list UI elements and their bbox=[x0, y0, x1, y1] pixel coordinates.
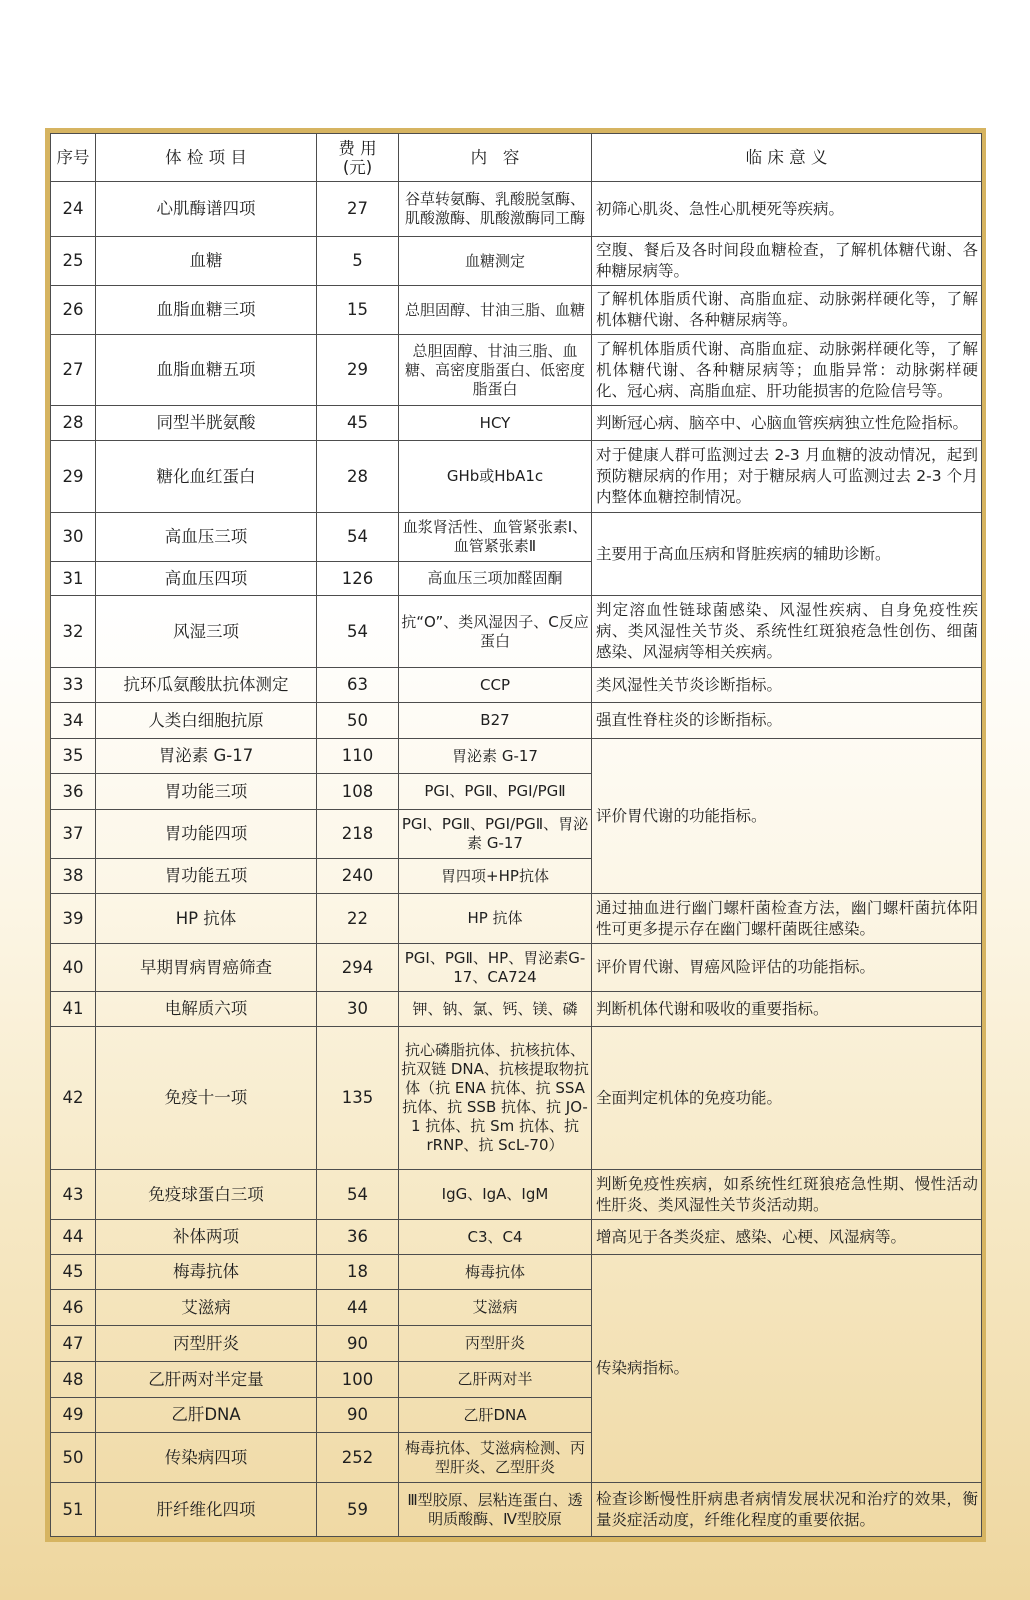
item-name: 电解质六项 bbox=[96, 992, 317, 1027]
table-row bbox=[51, 992, 982, 1027]
item-name: 肝纤维化四项 bbox=[96, 1483, 317, 1537]
item-content: 梅毒抗体 bbox=[399, 1255, 592, 1290]
row-number: 33 bbox=[51, 668, 96, 703]
clinical-significance: 初筛心肌炎、急性心肌梗死等疾病。 bbox=[592, 182, 982, 237]
table-row bbox=[51, 596, 982, 668]
item-fee: 30 bbox=[317, 992, 399, 1027]
item-content: 乙肝两对半 bbox=[399, 1362, 592, 1398]
item-name: 心肌酶谱四项 bbox=[96, 182, 317, 237]
item-name: 血脂血糖五项 bbox=[96, 335, 317, 406]
header-number: 序号 bbox=[51, 134, 96, 182]
item-content: HP 抗体 bbox=[399, 894, 592, 944]
price-table-frame bbox=[45, 128, 986, 1542]
item-content: 高血压三项加醛固酮 bbox=[399, 562, 592, 596]
item-name: 乙肝DNA bbox=[96, 1398, 317, 1433]
item-name: 胃功能五项 bbox=[96, 859, 317, 894]
item-content: 谷草转氨酶、乳酸脱氢酶、肌酸激酶、肌酸激酶同工酶 bbox=[399, 182, 592, 237]
item-fee: 135 bbox=[317, 1027, 399, 1170]
row-number: 24 bbox=[51, 182, 96, 237]
item-fee: 50 bbox=[317, 703, 399, 739]
row-number: 26 bbox=[51, 286, 96, 335]
item-content: 抗心磷脂抗体、抗核抗体、抗双链 DNA、抗核提取物抗体（抗 ENA 抗体、抗 SSA 抗体、抗 SSB 抗体、抗 JO-1 抗体、抗 Sm 抗体、抗 rRNP、抗 ScL-70） bbox=[399, 1027, 592, 1170]
item-name: 胃功能三项 bbox=[96, 774, 317, 810]
row-number: 41 bbox=[51, 992, 96, 1027]
row-number: 37 bbox=[51, 810, 96, 859]
table-row bbox=[51, 944, 982, 992]
row-number: 43 bbox=[51, 1170, 96, 1220]
table-row bbox=[51, 237, 982, 286]
header-fee-unit: (元) bbox=[342, 157, 373, 177]
clinical-significance: 判断免疫性疾病，如系统性红斑狼疮急性期、慢性活动性肝炎、类风湿性关节炎活动期。 bbox=[592, 1170, 982, 1220]
table-row bbox=[51, 441, 982, 513]
row-number: 28 bbox=[51, 406, 96, 441]
item-name: 早期胃病胃癌筛查 bbox=[96, 944, 317, 992]
table-row bbox=[51, 1220, 982, 1255]
clinical-significance: 增高见于各类炎症、感染、心梗、风湿病等。 bbox=[592, 1220, 982, 1255]
table-row bbox=[51, 1483, 982, 1537]
item-fee: 28 bbox=[317, 441, 399, 513]
table-row bbox=[51, 739, 982, 774]
item-name: 胃泌素 G-17 bbox=[96, 739, 317, 774]
item-fee: 108 bbox=[317, 774, 399, 810]
row-number: 35 bbox=[51, 739, 96, 774]
row-number: 48 bbox=[51, 1362, 96, 1398]
item-name: 梅毒抗体 bbox=[96, 1255, 317, 1290]
table-row bbox=[51, 335, 982, 406]
item-fee: 240 bbox=[317, 859, 399, 894]
clinical-significance: 判断冠心病、脑卒中、心脑血管疾病独立性危险指标。 bbox=[592, 406, 982, 441]
row-number: 40 bbox=[51, 944, 96, 992]
item-name: 传染病四项 bbox=[96, 1433, 317, 1483]
clinical-significance: 传染病指标。 bbox=[592, 1255, 982, 1483]
header-fee-label: 费 用 bbox=[338, 138, 377, 158]
table-header-row bbox=[51, 134, 982, 182]
clinical-significance: 全面判定机体的免疫功能。 bbox=[592, 1027, 982, 1170]
row-number: 25 bbox=[51, 237, 96, 286]
item-fee: 22 bbox=[317, 894, 399, 944]
item-name: 血糖 bbox=[96, 237, 317, 286]
item-content: 血糖测定 bbox=[399, 237, 592, 286]
item-fee: 15 bbox=[317, 286, 399, 335]
item-fee: 29 bbox=[317, 335, 399, 406]
item-fee: 294 bbox=[317, 944, 399, 992]
table-row bbox=[51, 1027, 982, 1170]
item-fee: 54 bbox=[317, 1170, 399, 1220]
item-content: 乙肝DNA bbox=[399, 1398, 592, 1433]
clinical-significance: 空腹、餐后及各时间段血糖检查，了解机体糖代谢、各种糖尿病等。 bbox=[592, 237, 982, 286]
clinical-significance: 主要用于高血压病和肾脏疾病的辅助诊断。 bbox=[592, 513, 982, 596]
item-fee: 44 bbox=[317, 1290, 399, 1326]
item-name: 同型半胱氨酸 bbox=[96, 406, 317, 441]
item-fee: 100 bbox=[317, 1362, 399, 1398]
row-number: 27 bbox=[51, 335, 96, 406]
row-number: 31 bbox=[51, 562, 96, 596]
table-row bbox=[51, 668, 982, 703]
row-number: 42 bbox=[51, 1027, 96, 1170]
table-row bbox=[51, 1255, 982, 1290]
item-name: 抗环瓜氨酸肽抗体测定 bbox=[96, 668, 317, 703]
item-name: 免疫球蛋白三项 bbox=[96, 1170, 317, 1220]
clinical-significance: 判断机体代谢和吸收的重要指标。 bbox=[592, 992, 982, 1027]
item-content: 钾、钠、氯、钙、镁、磷 bbox=[399, 992, 592, 1027]
table-row bbox=[51, 182, 982, 237]
clinical-significance: 对于健康人群可监测过去 2-3 月血糖的波动情况，起到预防糖尿病的作用；对于糖尿病人可监测过去 2-3 个月内整体血糖控制情况。 bbox=[592, 441, 982, 513]
item-content: GHb或HbA1c bbox=[399, 441, 592, 513]
item-name: HP 抗体 bbox=[96, 894, 317, 944]
item-fee: 90 bbox=[317, 1398, 399, 1433]
item-name: 人类白细胞抗原 bbox=[96, 703, 317, 739]
item-content: 胃泌素 G-17 bbox=[399, 739, 592, 774]
row-number: 39 bbox=[51, 894, 96, 944]
item-name: 艾滋病 bbox=[96, 1290, 317, 1326]
item-content: PGI、PGⅡ、PGI/PGⅡ、胃泌素 G-17 bbox=[399, 810, 592, 859]
table-row bbox=[51, 286, 982, 335]
header-item: 体 检 项 目 bbox=[96, 134, 317, 182]
clinical-significance: 了解机体脂质代谢、高脂血症、动脉粥样硬化等，了解机体糖代谢、各种糖尿病等；血脂异常：动脉粥样硬化、冠心病、高脂血症、肝功能损害的危险信号等。 bbox=[592, 335, 982, 406]
item-name: 风湿三项 bbox=[96, 596, 317, 668]
row-number: 38 bbox=[51, 859, 96, 894]
clinical-significance: 类风湿性关节炎诊断指标。 bbox=[592, 668, 982, 703]
item-content: B27 bbox=[399, 703, 592, 739]
item-name: 胃功能四项 bbox=[96, 810, 317, 859]
item-name: 免疫十一项 bbox=[96, 1027, 317, 1170]
table-row bbox=[51, 703, 982, 739]
row-number: 46 bbox=[51, 1290, 96, 1326]
item-fee: 63 bbox=[317, 668, 399, 703]
row-number: 50 bbox=[51, 1433, 96, 1483]
row-number: 44 bbox=[51, 1220, 96, 1255]
item-name: 补体两项 bbox=[96, 1220, 317, 1255]
header-content: 内 容 bbox=[399, 134, 592, 182]
item-content: 艾滋病 bbox=[399, 1290, 592, 1326]
item-fee: 54 bbox=[317, 596, 399, 668]
header-significance: 临 床 意 义 bbox=[592, 134, 982, 182]
header-fee bbox=[317, 134, 399, 182]
item-fee: 110 bbox=[317, 739, 399, 774]
item-content: PGI、PGⅡ、HP、胃泌素G-17、CA724 bbox=[399, 944, 592, 992]
item-fee: 27 bbox=[317, 182, 399, 237]
item-content: 血浆肾活性、血管紧张素Ⅰ、血管紧张素Ⅱ bbox=[399, 513, 592, 562]
item-fee: 126 bbox=[317, 562, 399, 596]
item-fee: 59 bbox=[317, 1483, 399, 1537]
item-fee: 218 bbox=[317, 810, 399, 859]
item-content: PGI、PGⅡ、PGI/PGⅡ bbox=[399, 774, 592, 810]
row-number: 36 bbox=[51, 774, 96, 810]
clinical-significance: 判定溶血性链球菌感染、风湿性疾病、自身免疫性疾病、类风湿性关节炎、系统性红斑狼疮急性创伤、细菌感染、风湿病等相关疾病。 bbox=[592, 596, 982, 668]
item-name: 高血压三项 bbox=[96, 513, 317, 562]
item-fee: 5 bbox=[317, 237, 399, 286]
item-fee: 18 bbox=[317, 1255, 399, 1290]
item-content: 丙型肝炎 bbox=[399, 1326, 592, 1362]
clinical-significance: 评价胃代谢、胃癌风险评估的功能指标。 bbox=[592, 944, 982, 992]
item-name: 糖化血红蛋白 bbox=[96, 441, 317, 513]
item-fee: 252 bbox=[317, 1433, 399, 1483]
item-fee: 36 bbox=[317, 1220, 399, 1255]
item-content: 胃四项+HP抗体 bbox=[399, 859, 592, 894]
item-content: IgG、IgA、IgM bbox=[399, 1170, 592, 1220]
table-row bbox=[51, 894, 982, 944]
item-fee: 54 bbox=[317, 513, 399, 562]
item-fee: 45 bbox=[317, 406, 399, 441]
clinical-significance: 评价胃代谢的功能指标。 bbox=[592, 739, 982, 894]
item-content: HCY bbox=[399, 406, 592, 441]
item-content: 总胆固醇、甘油三脂、血糖、高密度脂蛋白、低密度脂蛋白 bbox=[399, 335, 592, 406]
item-name: 血脂血糖三项 bbox=[96, 286, 317, 335]
clinical-significance: 检查诊断慢性肝病患者病情发展状况和治疗的效果，衡量炎症活动度，纤维化程度的重要依据。 bbox=[592, 1483, 982, 1537]
item-name: 高血压四项 bbox=[96, 562, 317, 596]
checkup-price-table bbox=[50, 133, 982, 1537]
item-content: 总胆固醇、甘油三脂、血糖 bbox=[399, 286, 592, 335]
item-content: CCP bbox=[399, 668, 592, 703]
clinical-significance: 了解机体脂质代谢、高脂血症、动脉粥样硬化等，了解机体糖代谢、各种糖尿病等。 bbox=[592, 286, 982, 335]
row-number: 34 bbox=[51, 703, 96, 739]
item-name: 乙肝两对半定量 bbox=[96, 1362, 317, 1398]
item-content: 抗“O”、类风湿因子、C反应蛋白 bbox=[399, 596, 592, 668]
item-content: 梅毒抗体、艾滋病检测、丙型肝炎、乙型肝炎 bbox=[399, 1433, 592, 1483]
row-number: 45 bbox=[51, 1255, 96, 1290]
item-content: Ⅲ型胶原、层粘连蛋白、透明质酸酶、Ⅳ型胶原 bbox=[399, 1483, 592, 1537]
clinical-significance: 通过抽血进行幽门螺杆菌检查方法，幽门螺杆菌抗体阳性可更多提示存在幽门螺杆菌既往感染。 bbox=[592, 894, 982, 944]
row-number: 29 bbox=[51, 441, 96, 513]
row-number: 30 bbox=[51, 513, 96, 562]
row-number: 47 bbox=[51, 1326, 96, 1362]
row-number: 51 bbox=[51, 1483, 96, 1537]
table-row bbox=[51, 1170, 982, 1220]
row-number: 32 bbox=[51, 596, 96, 668]
item-name: 丙型肝炎 bbox=[96, 1326, 317, 1362]
table-row bbox=[51, 513, 982, 562]
row-number: 49 bbox=[51, 1398, 96, 1433]
item-content: C3、C4 bbox=[399, 1220, 592, 1255]
item-fee: 90 bbox=[317, 1326, 399, 1362]
table-row bbox=[51, 406, 982, 441]
clinical-significance: 强直性脊柱炎的诊断指标。 bbox=[592, 703, 982, 739]
